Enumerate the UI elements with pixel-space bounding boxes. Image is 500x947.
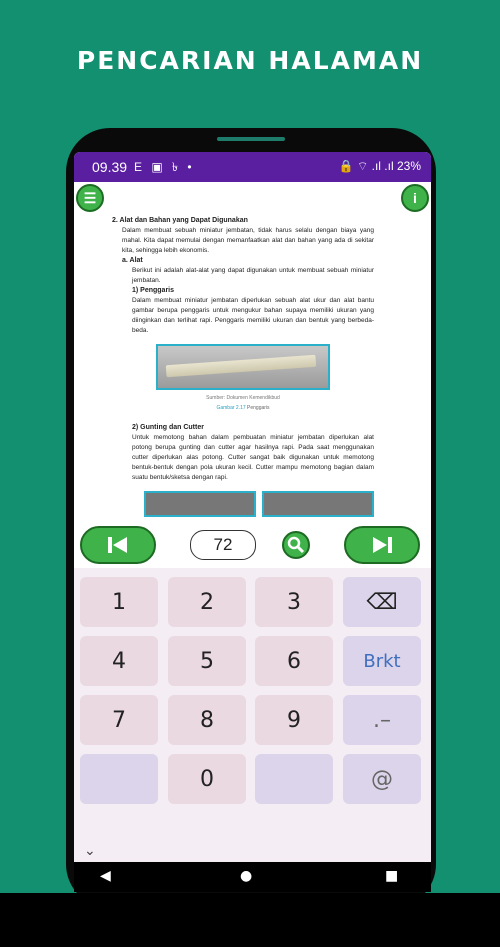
backspace-icon: ⌫: [366, 589, 398, 615]
ruler-figure: [156, 344, 330, 390]
info-button[interactable]: [401, 184, 429, 212]
at-key[interactable]: @: [343, 754, 421, 804]
figure-caption: [112, 393, 374, 413]
menu-button[interactable]: [76, 184, 104, 212]
key-9[interactable]: 9: [255, 695, 333, 745]
page-banner-title: PENCARIAN HALAMAN: [76, 46, 424, 75]
figure-number: Gambar 2.17: [216, 405, 246, 411]
battery-level: 23%: [396, 159, 421, 173]
photo-left: [144, 491, 256, 517]
item-penggaris-text: Dalam membuat miniatur jembatan diperlukan sebuah alat ukur dan alat bantu gambar berupa penggaris untuk mengukur bahan supaya memiliki ukuran yang diinginkan dan terlihat rapi. Penggaris memiliki ukuran dan bentuk yang berbeda-beda.: [132, 297, 374, 334]
key-7[interactable]: 7: [80, 695, 158, 745]
recents-icon[interactable]: ■: [385, 868, 399, 884]
hamburger-icon: ☰: [83, 189, 97, 206]
page-number-input[interactable]: 72: [190, 530, 256, 560]
intro-paragraph: Dalam membuat sebuah miniatur jembatan, tidak harus selalu dengan biaya yang mahal. Kita dapat memulai dengan memanfaatkan alat dan bahan yang ada di sekitar kita, sehingga lebih ekonomis.: [122, 227, 374, 254]
dot-dash-key[interactable]: .–: [343, 695, 421, 745]
key-6[interactable]: 6: [255, 636, 333, 686]
signal-icons: 🔒 ⌔ .ıl .ıl: [338, 159, 394, 173]
backspace-key[interactable]: [343, 577, 421, 627]
figure-source: Sumber: Dokumen Kemendikbud: [206, 395, 280, 401]
search-page-button[interactable]: [282, 531, 310, 559]
brkt-key[interactable]: Brkt: [343, 636, 421, 686]
skip-next-icon: [369, 535, 395, 555]
key-1[interactable]: 1: [80, 577, 158, 627]
key-4[interactable]: 4: [80, 636, 158, 686]
key-0[interactable]: 0: [168, 754, 246, 804]
next-page-button[interactable]: [344, 526, 420, 564]
alat-paragraph: Berikut ini adalah alat-alat yang dapat digunakan untuk membuat sebuah miniatur jembatan.: [132, 267, 374, 284]
key-3[interactable]: 3: [255, 577, 333, 627]
home-icon[interactable]: ●: [240, 868, 253, 884]
previous-page-button[interactable]: [80, 526, 156, 564]
photo-right: [262, 491, 374, 517]
back-icon[interactable]: ◀: [100, 868, 111, 884]
key-2[interactable]: 2: [168, 577, 246, 627]
blank-key-right[interactable]: [255, 754, 333, 804]
status-bar: [74, 152, 431, 182]
book-page: [112, 216, 374, 517]
item-gunting-title: 2) Gunting dan Cutter: [132, 424, 204, 431]
phone-screen: [74, 152, 431, 892]
status-right: [339, 159, 421, 174]
search-icon: [287, 536, 305, 554]
bottom-black-bar: [0, 893, 500, 947]
cutter-photos: [112, 491, 374, 517]
notification-icons: E ▣ ৳ •: [134, 160, 195, 174]
system-navigation-bar: [74, 862, 431, 892]
numeric-keyboard: [74, 568, 431, 862]
hide-keyboard-chevron-icon[interactable]: ⌄: [84, 843, 96, 859]
status-time: 09.39: [92, 159, 128, 175]
info-icon: i: [413, 190, 417, 206]
section-heading: 2. Alat dan Bahan yang Dapat Digunakan: [112, 217, 248, 224]
item-penggaris-title: 1) Penggaris: [132, 287, 175, 294]
item-gunting-text: Untuk memotong bahan dalam pembuatan miniatur jembatan diperlukan alat potong berupa gunting dan cutter agar hasilnya rapi. Pada saat menggunakan cutter diperlukan alas potong. Cutter sangat baik digunakan untuk memotong bentuk-bentuk dengan pola ukuran kecil. Cutter mampu memotong bagian dalam suatu bentuk/sketsa dengan rapi.: [132, 434, 374, 481]
key-8[interactable]: 8: [168, 695, 246, 745]
subsection-alat: a. Alat: [122, 257, 143, 264]
blank-key[interactable]: [80, 754, 158, 804]
key-5[interactable]: 5: [168, 636, 246, 686]
skip-previous-icon: [105, 535, 131, 555]
figure-title: Penggaris: [245, 405, 270, 411]
phone-speaker: [217, 137, 285, 141]
ruler-image: [166, 355, 316, 377]
